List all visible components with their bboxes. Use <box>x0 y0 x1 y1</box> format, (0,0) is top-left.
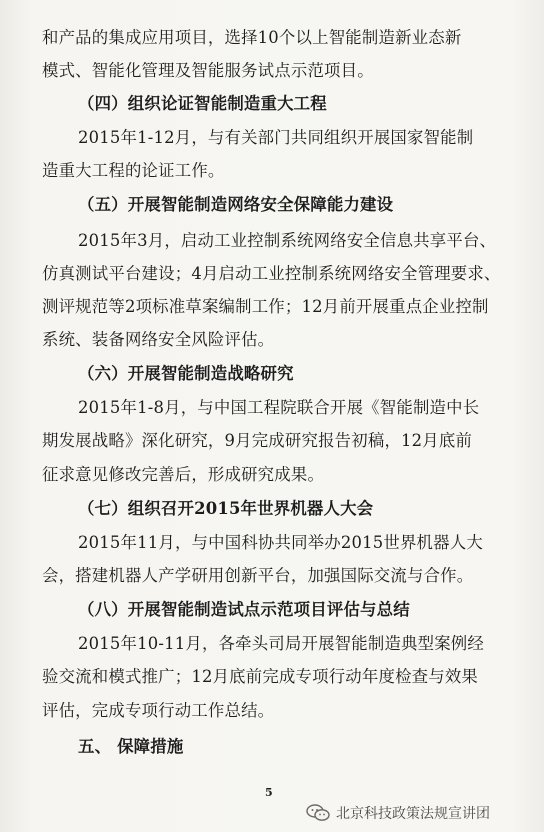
section-heading-6: （六）开展智能制造战略研究 <box>78 364 294 383</box>
text-line: 2015年10-11月，各牵头司局开展智能制造典型案例经 <box>78 634 484 653</box>
section-heading-5: （五）开展智能制造网络安全保障能力建设 <box>78 195 394 214</box>
section-heading-7: （七）组织召开2015年世界机器人大会 <box>78 499 374 518</box>
text-line: 会，搭建机器人产学研用创新平台，加强国际交流与合作。 <box>42 566 474 585</box>
text-line: 验交流和模式推广；12月底前完成专项行动年度检查与效果 <box>42 667 479 686</box>
text-line: 和产品的集成应用项目，选择10个以上智能制造新业态新 <box>42 28 462 47</box>
section-heading-4: （四）组织论证智能制造重大工程 <box>78 94 327 113</box>
section-heading-8: （八）开展智能制造试点示范项目评估与总结 <box>78 600 410 619</box>
text-line: 征求意见修改完善后，形成研究成果。 <box>42 465 325 484</box>
text-line: 评估，完成专项行动工作总结。 <box>42 701 275 720</box>
text-line: 2015年3月，启动工业控制系统网络安全信息共享平台、 <box>78 231 497 250</box>
wechat-icon <box>306 804 330 822</box>
text-line: 2015年1-12月，与有关部门共同组织开展国家智能制 <box>78 128 474 147</box>
watermark-text: 北京科技政策法规宣讲团 <box>336 806 490 822</box>
text-line: 2015年1-8月，与中国工程院联合开展《智能制造中长 <box>78 398 480 417</box>
text-line: 期发展战略》深化研究，9月完成研究报告初稿，12月底前 <box>42 431 473 450</box>
text-line: 测评规范等2项标准草案编制工作；12月前开展重点企业控制 <box>42 297 489 316</box>
section-heading-five: 五、 保障措施 <box>78 737 184 756</box>
page-number: 5 <box>265 786 273 799</box>
watermark <box>306 802 538 824</box>
text-line: 造重大工程的论证工作。 <box>42 161 225 180</box>
text-line: 模式、智能化管理及智能服务试点示范项目。 <box>42 61 374 80</box>
text-line: 系统、装备网络安全风险评估。 <box>42 330 275 349</box>
text-line: 仿真测试平台建设；4月启动工业控制系统网络安全管理要求、 <box>42 264 501 283</box>
text-line: 2015年11月，与中国科协共同举办2015世界机器人大 <box>78 533 483 552</box>
